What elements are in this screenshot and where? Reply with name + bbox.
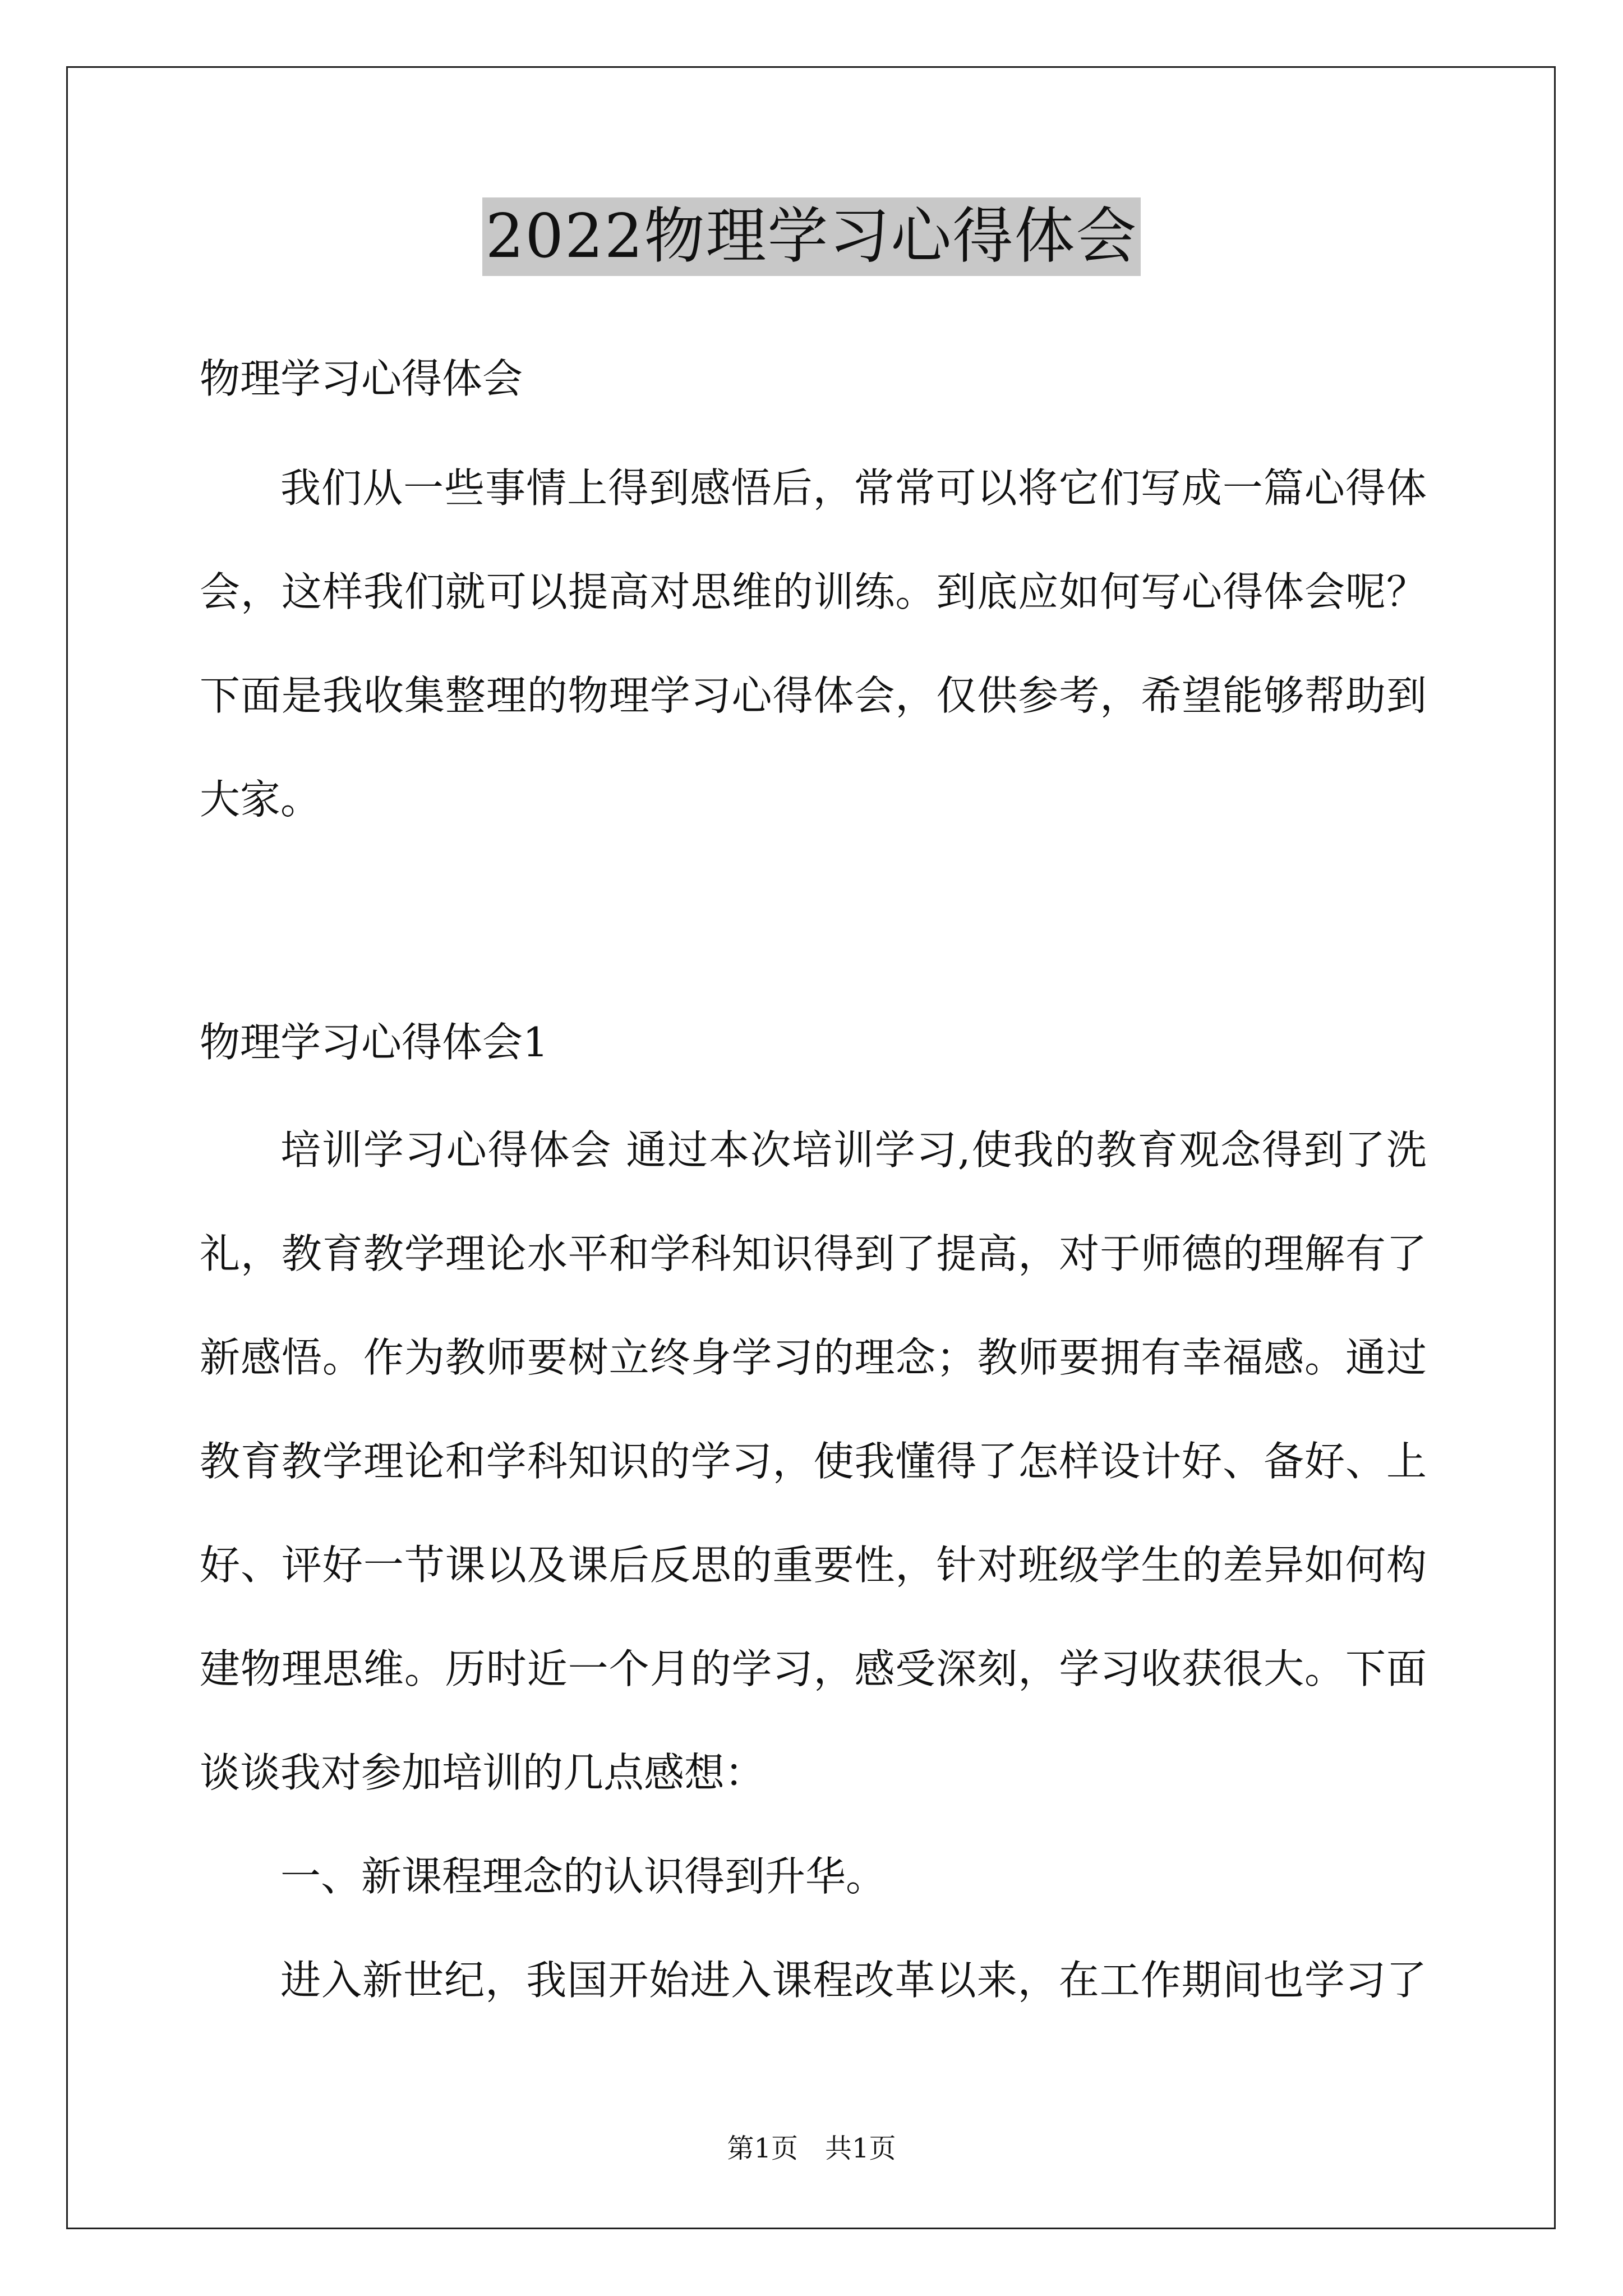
section-heading: 物理学习心得体会1	[200, 1019, 548, 1066]
paragraph-line: 好、评好一节课以及课后反思的重要性，针对班级学生的差异如何构	[200, 1542, 1427, 1589]
paragraph-line: 会，这样我们就可以提高对思维的训练。到底应如何写心得体会呢？	[200, 568, 1427, 615]
paragraph-line: 下面是我收集整理的物理学习心得体会，仅供参考，希望能够帮助到	[200, 672, 1427, 719]
document-title: 2022物理学习心得体会	[482, 197, 1141, 276]
paragraph-line: 教育教学理论和学科知识的学习，使我懂得了怎样设计好、备好、上	[200, 1438, 1427, 1485]
paragraph-line: 建物理思维。历时近一个月的学习，感受深刻，学习收获很大。下面	[200, 1645, 1427, 1692]
paragraph-line: 我们从一些事情上得到感悟后，常常可以将它们写成一篇心得体	[280, 464, 1427, 512]
paragraph-line: 礼，教育教学理论水平和学科知识得到了提高，对于师德的理解有了	[200, 1230, 1427, 1277]
page-footer: 第1页 共1页	[727, 2133, 896, 2164]
title-container	[0, 197, 1623, 276]
paragraph-line: 新感悟。作为教师要树立终身学习的理念；教师要拥有幸福感。通过	[200, 1334, 1427, 1381]
paragraph-line: 大家。	[200, 776, 321, 823]
paragraph-line: 培训学习心得体会 通过本次培训学习,使我的教育观念得到了洗	[280, 1126, 1427, 1174]
section-heading: 物理学习心得体会	[200, 355, 523, 402]
paragraph-line: 谈谈我对参加培训的几点感想：	[200, 1749, 766, 1796]
paragraph-line: 进入新世纪，我国开始进入课程改革以来，在工作期间也学习了	[280, 1957, 1427, 2004]
subheading-line: 一、新课程理念的认识得到升华。	[280, 1853, 887, 1900]
